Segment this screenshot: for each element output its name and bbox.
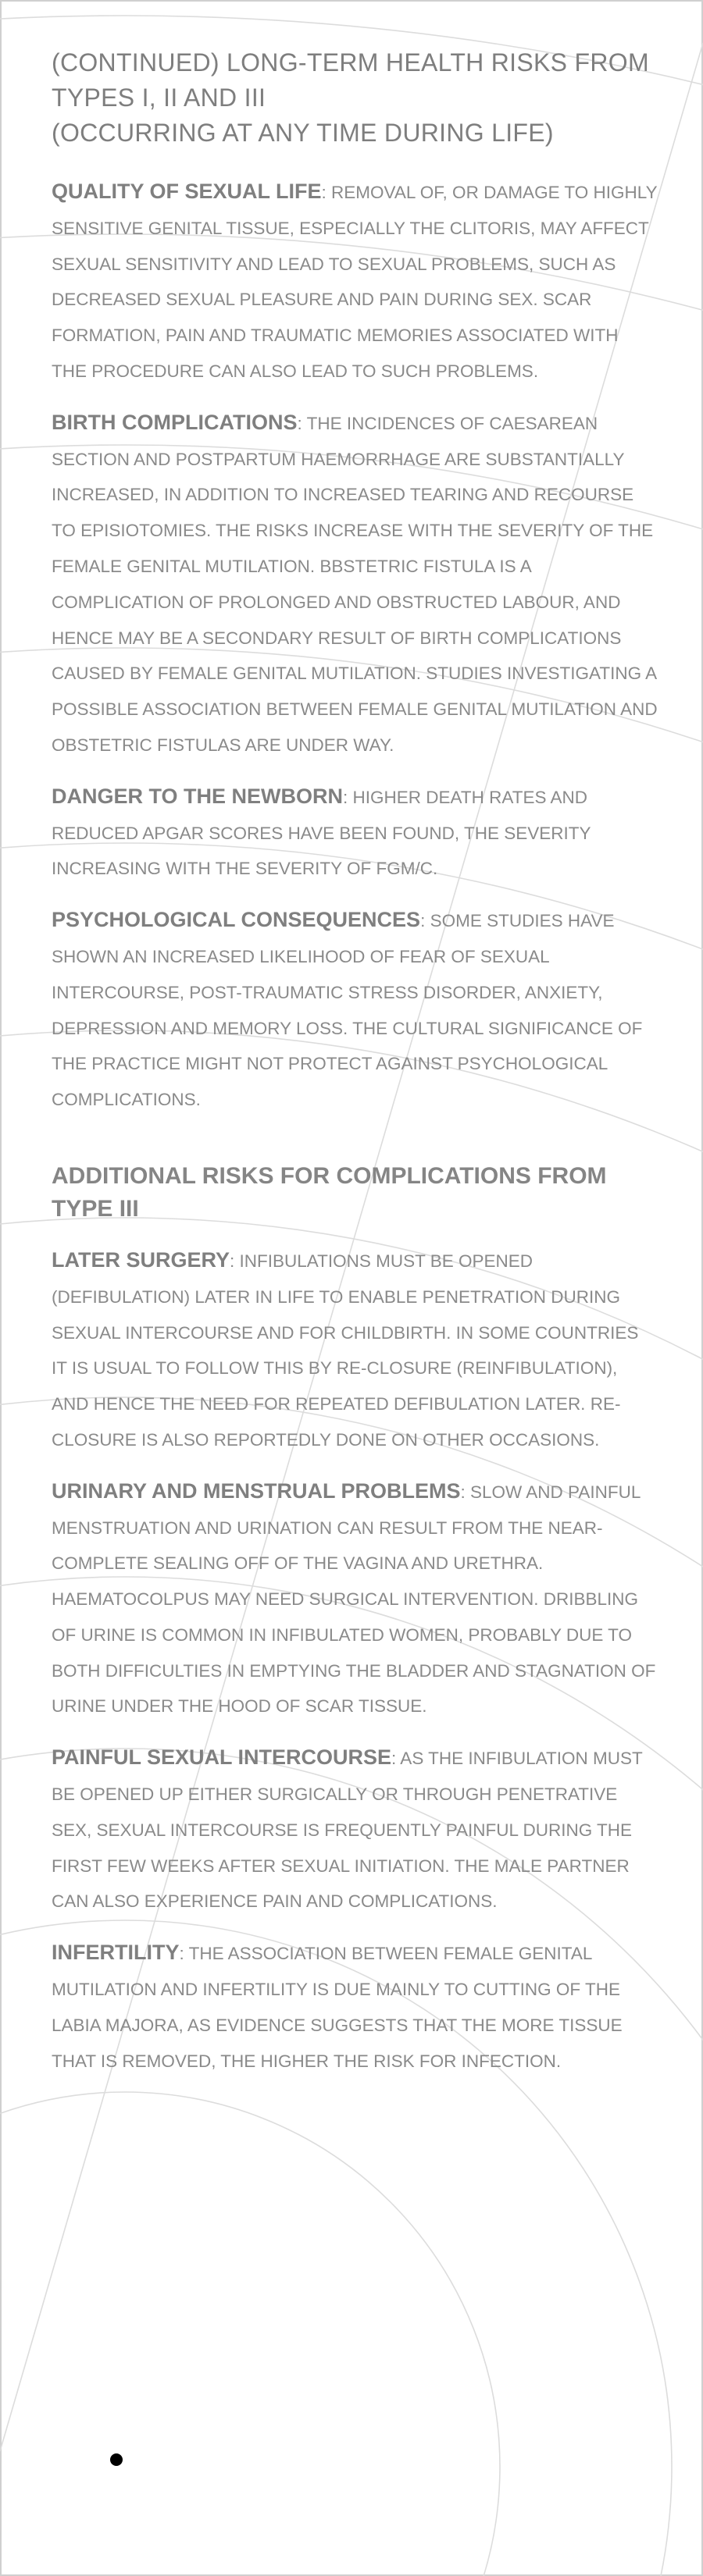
risk-text: : AS THE INFIBULATION MUST BE OPENED UP EITHER SURGICALLY OR THROUGH PENETRATIVE SEX, SEXUAL INTERCOURSE IS FREQUENTLY PAINFUL DURING THE FIRST FEW WEEKS AFTER SEXUAL INITIATION. THE MALE PARTNER CAN ALSO EXPERIENCE PAIN AND COMPLICATIONS. bbox=[52, 1749, 643, 1912]
risk-term: PAINFUL SEXUAL INTERCOURSE bbox=[52, 1745, 392, 1770]
section-title-type-iii: ADDITIONAL RISKS FOR COMPLICATIONS FROM TYPE III bbox=[52, 1162, 607, 1222]
center-dot bbox=[110, 2453, 123, 2466]
risk-painful-sexual-intercourse bbox=[52, 1740, 658, 1920]
risk-infertility bbox=[52, 1935, 658, 2079]
risk-text: : REMOVAL OF, OR DAMAGE TO HIGHLY SENSITIVE GENITAL TISSUE, ESPECIALLY THE CLITORIS, MAY AFFECT SEXUAL SENSITIVITY AND LEAD TO SEXUAL PROBLEMS, SUCH AS DECREASED SEXUAL PLEASURE AND PAIN DURING SEX. SCAR FORMATION, PAIN AND TRAUMATIC MEMORIES ASSOCIATED WITH THE PROCEDURE CAN ALSO LEAD TO SUCH PROBLEMS. bbox=[52, 183, 658, 381]
risk-psychological-consequences bbox=[52, 902, 658, 1118]
page-title bbox=[52, 45, 658, 151]
risk-urinary-menstrual-problems bbox=[52, 1474, 658, 1725]
risk-term: LATER SURGERY bbox=[52, 1247, 230, 1272]
risk-danger-to-newborn bbox=[52, 779, 658, 887]
risk-text: : INFIBULATIONS MUST BE OPENED (DEFIBULATION) LATER IN LIFE TO ENABLE PENETRATION DURING SEXUAL INTERCOURSE AND FOR CHILDBIRTH. IN SOME COUNTRIES IT IS USUAL TO FOLLOW THIS BY RE-CLOSURE (REINFIBULATION), AND HENCE THE NEED FOR REPEATED DEFIBULATION LATER. RE-CLOSURE IS ALSO REPORTEDLY DONE ON OTHER OCCASIONS. bbox=[52, 1251, 639, 1450]
risk-quality-of-sexual-life bbox=[52, 174, 658, 390]
risk-text: : SOME STUDIES HAVE SHOWN AN INCREASED LIKELIHOOD OF FEAR OF SEXUAL INTERCOURSE, POST-TRAUMATIC STRESS DISORDER, ANXIETY, DEPRESSION AND MEMORY LOSS. THE CULTURAL SIGNIFICANCE OF THE PRACTICE MIGHT NOT PROTECT AGAINST PSYCHOLOGICAL COMPLICATIONS. bbox=[52, 911, 643, 1110]
title-line: (OCCURRING AT ANY TIME DURING LIFE) bbox=[52, 119, 554, 147]
risk-text: : THE ASSOCIATION BETWEEN FEMALE GENITAL MUTILATION AND INFERTILITY IS DUE MAINLY TO CUTTING OF THE LABIA MAJORA, AS EVIDENCE SUGGESTS THAT THE MORE TISSUE THAT IS REMOVED, THE HIGHER THE RISK FOR INFECTION. bbox=[52, 1944, 623, 2071]
risk-term: INFERTILITY bbox=[52, 1941, 180, 1965]
risk-text: : HIGHER DEATH RATES AND REDUCED APGAR SCORES HAVE BEEN FOUND, THE SEVERITY INCREASING WITH THE SEVERITY OF FGM/C. bbox=[52, 787, 591, 879]
risk-term: URINARY AND MENSTRUAL PROBLEMS bbox=[52, 1478, 461, 1503]
risk-text: : SLOW AND PAINFUL MENSTRUATION AND URINATION CAN RESULT FROM THE NEAR-COMPLETE SEALING OFF OF THE VAGINA AND URETHRA. HAEMATOCOLPUS MAY NEED SURGICAL INTERVENTION. DRIBBLING OF URINE IS COMMON IN INFIBULATED WOMEN, PROBABLY DUE TO BOTH DIFFICULTIES IN EMPTYING THE BLADDER AND STAGNATION OF URINE UNDER THE HOOD OF SCAR TISSUE. bbox=[52, 1482, 656, 1717]
risk-term: PSYCHOLOGICAL CONSEQUENCES bbox=[52, 908, 421, 932]
risk-later-surgery bbox=[52, 1243, 658, 1458]
risk-term: BIRTH COMPLICATIONS bbox=[52, 410, 298, 434]
title-line: (CONTINUED) LONG-TERM HEALTH RISKS FROM bbox=[52, 48, 649, 76]
document-content bbox=[52, 45, 658, 2094]
risk-term: DANGER TO THE NEWBORN bbox=[52, 784, 344, 808]
risk-text: : THE INCIDENCES OF CAESAREAN SECTION AND POSTPARTUM HAEMORRHAGE ARE SUBSTANTIALLY INCREASED, IN ADDITION TO INCREASED TEARING AND RECOURSE TO EPISIOTOMIES. THE RISKS INCREASE WITH THE SEVERITY OF THE FEMALE GENITAL MUTILATION. BBSTETRIC FISTULA IS A COMPLICATION OF PROLONGED AND OBSTRUCTED LABOUR, AND HENCE MAY BE A SECONDARY RESULT OF BIRTH COMPLICATIONS CAUSED BY FEMALE GENITAL MUTILATION. STUDIES INVESTIGATING A POSSIBLE ASSOCIATION BETWEEN FEMALE GENITAL MUTILATION AND OBSTETRIC FISTULAS ARE UNDER WAY. bbox=[52, 413, 658, 755]
risk-term: QUALITY OF SEXUAL LIFE bbox=[52, 180, 322, 203]
title-line: TYPES I, II AND III bbox=[52, 84, 266, 112]
risk-birth-complications bbox=[52, 405, 658, 763]
